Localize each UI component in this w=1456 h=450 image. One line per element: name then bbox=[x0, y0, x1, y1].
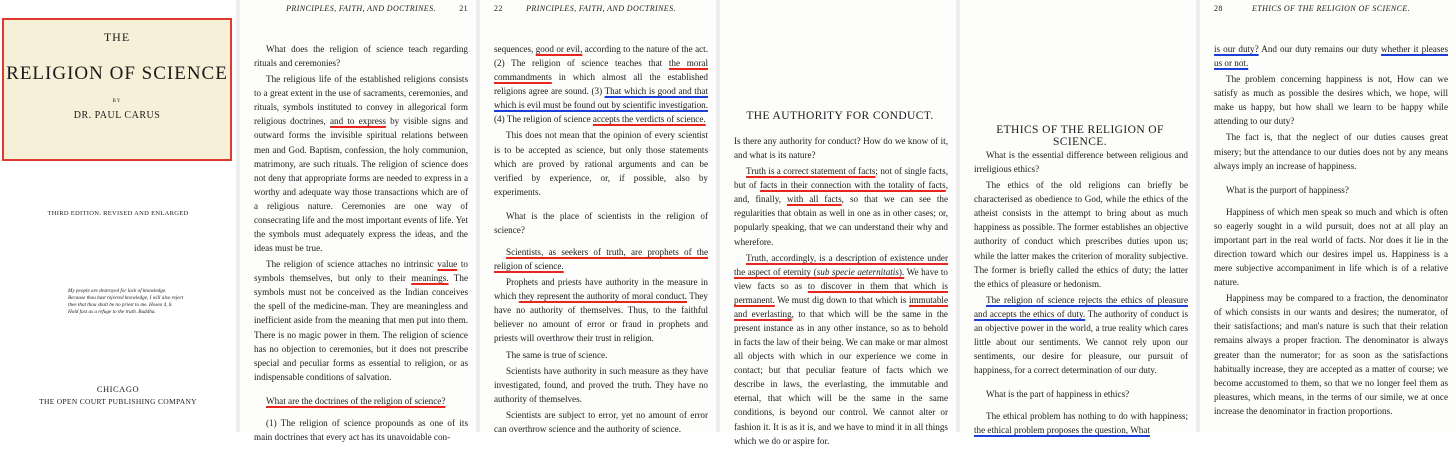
blue-underline: That which is good and that which is evil must be found out by scientific investigation. bbox=[494, 86, 708, 111]
paragraph: The fact is, that the neglect of our duties causes great misery; but the attendance to our duties does not by any means always imply an increase of happiness. bbox=[1214, 132, 1448, 171]
running-head bbox=[254, 4, 468, 16]
epigraph bbox=[68, 288, 228, 316]
paragraph: (1) The religion of science propounds as one of its main doctrines that every act has its unavoidable con- bbox=[254, 417, 468, 443]
red-underline: sub specie aeternitatis bbox=[816, 266, 899, 277]
paragraph: The ethics of the old religions can briefly be characterised as obedience to God, while the ethics of the atheist consists in the attempt to bring about as much happiness as possible. The former establishes an objective authority of conduct which prescribes duties upon us; while the latter makes the criterion of morality subjective. The former is briefly called the ethics of duty; the latter the ethics of pleasure or hedonism. bbox=[974, 180, 1188, 289]
running-head-title: PRINCIPLES, FAITH, AND DOCTRINES. bbox=[286, 4, 436, 13]
page-ethics bbox=[960, 0, 1196, 436]
paragraph: Scientists are subject to error, yet no amount of error can overthrow science and the authority of science. bbox=[494, 409, 708, 434]
red-underline: Truth is a correct statement of facts bbox=[746, 166, 876, 177]
blue-underline: The religion of science rejects the ethics of pleasure and accepts the ethics of duty. bbox=[974, 294, 1188, 319]
page-number: 28 bbox=[1214, 4, 1223, 13]
red-underline: and to express bbox=[329, 116, 386, 127]
red-underline: What are the doctrines of the religion of science? bbox=[266, 395, 446, 406]
publisher-city: CHICAGO bbox=[96, 384, 140, 394]
paragraph: Happiness of which men speak so much and which is often so eagerly sought in a wild pursuit, does not at all play an important part in the real world of facts. Nor does it lie in the direction toward which our desires impel us. Happiness is a mere subjective accompaniment in life which is of a relative nature. bbox=[1214, 206, 1448, 288]
publisher-name: THE OPEN COURT PUBLISHING COMPANY bbox=[39, 397, 197, 406]
paragraph bbox=[494, 245, 708, 273]
page-body bbox=[494, 42, 708, 438]
blue-underline: whether it pleases us or not. bbox=[1214, 44, 1448, 69]
red-underline: with all facts bbox=[787, 194, 842, 205]
paragraph: The same is true of science. bbox=[506, 349, 608, 360]
red-underline: to discover in them that which is permanent. bbox=[734, 280, 948, 305]
chapter-title: ETHICS OF THE RELIGION OF SCIENCE. bbox=[996, 124, 1164, 148]
paragraph: Truth, accordingly, is a description of existence under the aspect of eternity (sub specie aeternitatis). We have to view facts so as to discover in them that which is permanent. We must dig down to that which is immutable and everlasting, to that which will be the same in the present instance as in any other instance, so as to behold in facts the law of their being. We can make or mar almost all objects with which in our experience we come in contact; but that peculiar feature of facts which we describe in laws, the everlasting, the immutable and eternal, that which will be the same in the same conditions, is beyond our control. We cannot alter or fashion it. It is as it is, and we have to mind it in all things which we do or aspire for. bbox=[734, 252, 948, 446]
paragraph: Scientists have authority in such measure as they have investigated, found, and proved the truth. They have no authority of themselves. bbox=[494, 365, 708, 404]
paragraph: Truth is a correct statement of facts; not of single facts, but of facts in their connection with the totality of facts, and, finally, with all facts, so that we can see the regularities that obtain as well in one as in other cases; or, popularly speaking, that we can understand their why and wherefore. bbox=[734, 166, 948, 247]
red-underline: meanings. bbox=[411, 273, 449, 284]
paragraph: is our duty? And our duty remains our duty whether it pleases us or not. bbox=[1214, 44, 1448, 69]
red-underline: good or evil, bbox=[535, 44, 583, 54]
running-head-title: PRINCIPLES, FAITH, AND DOCTRINES. bbox=[526, 4, 676, 13]
running-head bbox=[1214, 4, 1448, 16]
title-article: THE bbox=[103, 30, 131, 44]
paragraph: Happiness may be compared to a fraction, the denominator of which consists in our wants and desires; the numerator, of their satisfactions; and man's nature is such that their relation remains always a proper fraction. The denominator is always greater than the numerator; for as soon as the satisfactions habitually increase, they are accepted as a matter of course; we become accustomed to them, so that we no longer feel them as pleasures, which means, in the terms of our simile, we at once increase the denominator in fraction proportions. bbox=[1214, 293, 1448, 416]
title-highlight-box bbox=[2, 18, 232, 161]
red-underline: Truth, accordingly, is a description of existence under the aspect of eternity ( bbox=[734, 252, 948, 277]
paragraph: This does not mean that the opinion of every scientist is to be accepted as science, but only those statements which are proved by rational arguments and can be verified by experience, or, if possible, also by experiments. bbox=[494, 130, 708, 197]
red-underline: ). bbox=[898, 266, 905, 277]
paragraph: The religion of science rejects the ethics of pleasure and accepts the ethics of duty. The authority of conduct is an objective power in the world, a true reality which cares little about our sentiments. We cannot rely upon our sentiments, our desire for pleasure, our pursuit of happiness, for a correct determination of our duty. bbox=[974, 294, 1188, 376]
paragraph: The religion of science attaches no intrinsic value to symbols themselves, but only to their meanings. The symbols must not be conceived as the Indian conceives the spell of the medicine-man. They are meaningless and inefficient aside from the meaning that men put into them. There is no magic power in them. The religion of science has no objection to ceremonies, but it does not prescribe special and peculiar forms as essential to religion, or as indispensable conditions of salvation. bbox=[254, 259, 468, 382]
page-body bbox=[734, 134, 948, 450]
red-underline: accepts the verdicts of science. bbox=[592, 114, 706, 125]
page-number: 22 bbox=[494, 4, 503, 13]
publisher-block bbox=[0, 384, 236, 406]
paragraph: The problem concerning happiness is not, How can we satisfy as much as possible the desires which, we hope, will make us happy, but how shall we learn to be happy while attending to our duty? bbox=[1214, 74, 1448, 127]
question: What is the purport of happiness? bbox=[1226, 184, 1349, 195]
question: Is there any authority for conduct? How do we know of it, and what is its nature? bbox=[734, 136, 948, 161]
red-underline: Scientists, as seekers of truth, are prophets of the religion of science. bbox=[494, 247, 708, 272]
red-underline: value bbox=[437, 259, 458, 270]
paragraph: sequences, good or evil, according to the nature of the act. (2) The religion of science teaches that the moral commandments in which almost all the established religions agree are sound. (3) That which is good and that which is evil must be found out by scientific investigation. (4) The religion of science accepts the verdicts of science. bbox=[494, 44, 708, 125]
epigraph-line: Because thou hast rejected knowledge, I will also reject bbox=[68, 295, 184, 301]
page-28 bbox=[1200, 0, 1456, 432]
running-head bbox=[494, 4, 708, 16]
edition-note: THIRD EDITION. REVISED AND ENLARGED bbox=[47, 210, 189, 217]
page-22 bbox=[480, 0, 716, 432]
red-underline: immutable and everlasting bbox=[734, 294, 948, 319]
page-21 bbox=[240, 0, 476, 443]
epigraph-line: thee that thou shalt be no priest to me. Hosea 4, 6. bbox=[68, 302, 173, 308]
running-head-title: ETHICS OF THE RELIGION OF SCIENCE. bbox=[1251, 4, 1411, 13]
question bbox=[254, 394, 468, 408]
question: What is the essential difference between religious and irreligious ethics? bbox=[974, 150, 1188, 175]
page-number: 21 bbox=[459, 4, 468, 13]
question: What is the place of scientists in the religion of science? bbox=[494, 210, 708, 235]
chapter-title: THE AUTHORITY FOR CONDUCT. bbox=[746, 110, 934, 122]
book-title: RELIGION OF SCIENCE bbox=[6, 63, 228, 84]
paragraph: Prophets and priests have authority in the measure in which they represent the authority of moral conduct. They have no authority of themselves. Thus, to the faithful believer no amount of error or fraud in prophets and priests will overthrow their trust in religion. bbox=[494, 277, 708, 344]
blue-underline: the ethical problem proposes the question, What bbox=[974, 425, 1150, 436]
by-line: BY bbox=[112, 99, 122, 104]
page-body bbox=[1214, 42, 1448, 420]
author-name: DR. PAUL CARUS bbox=[73, 110, 161, 121]
epigraph-line: Hold fast as a refuge to the truth. Buddha. bbox=[68, 309, 156, 315]
page-body bbox=[254, 42, 468, 446]
question: What is the part of happiness in ethics? bbox=[986, 389, 1130, 400]
epigraph-line: My people are destroyed for lack of knowledge. bbox=[68, 288, 167, 294]
page-body bbox=[974, 148, 1188, 439]
red-underline: they represent the authority of moral conduct. bbox=[518, 291, 687, 302]
title-page bbox=[0, 0, 236, 432]
page-authority bbox=[720, 0, 956, 446]
blue-underline: is our duty? bbox=[1214, 44, 1259, 54]
paragraph: The ethical problem has nothing to do with happiness; the ethical problem proposes the question, What bbox=[974, 411, 1188, 436]
paragraph: The religious life of the established religions consists to a great extent in the use of sacraments, ceremonies, and rituals, symbols instituted to convey in allegorical form religious doctrines, and to express by visible signs and outward forms the invisible spiritual relations between men and God. Baptism, confession, the holy communion, matrimony, are such rituals. The religion of science does not deny that appropriate forms are needed to express in a worthy and adequate way those transactions which are of a religious nature. Ceremonies are one way of consecrating life and the most important events of life. Yet the symbols must adequately express the ideas, and the ideas must be true. bbox=[254, 74, 468, 254]
red-underline: the moral commandments bbox=[494, 58, 708, 83]
question: What does the religion of science teach regarding rituals and ceremonies? bbox=[254, 44, 468, 69]
red-underline: facts in their connection with the totality of facts bbox=[759, 180, 946, 191]
